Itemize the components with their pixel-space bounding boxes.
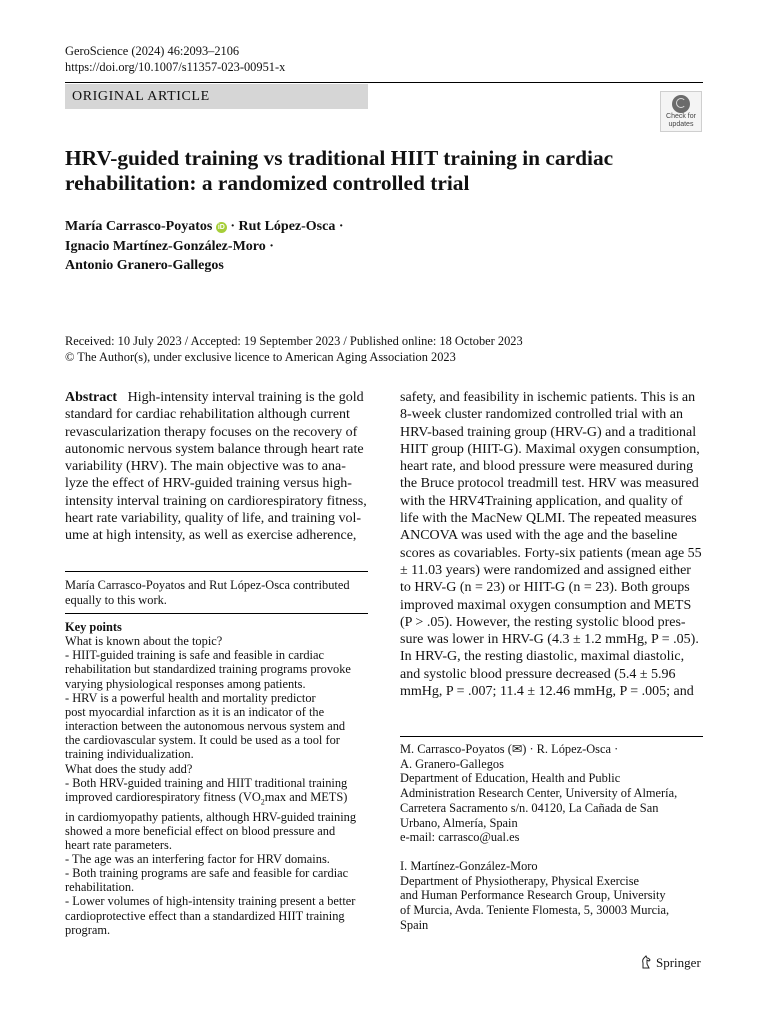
contribution-note: María Carrasco-Poyatos and Rut López-Osca contributed equally to this work. xyxy=(65,578,350,608)
abstract-line: mmHg, P = .007; 11.4 ± 12.46 mmHg, P = .005; and xyxy=(400,684,694,700)
abstract-line: heart rate, and blood pressure were measured during xyxy=(400,459,694,475)
copyright-line: © The Author(s), under exclusive licence to American Aging Association 2023 xyxy=(65,349,456,364)
abstract-line: with the HRV4Training application, and quality of xyxy=(400,493,683,509)
dates-line: Received: 10 July 2023 / Accepted: 19 September 2023 / Published online: 18 October 2023 xyxy=(65,334,523,348)
key-point-line: rehabilitation but standardized training programs provoke xyxy=(65,662,351,677)
article-title xyxy=(65,146,685,196)
author-name[interactable]: · Rut López-Osca · xyxy=(230,219,344,234)
publisher-footer xyxy=(640,955,701,971)
abstract-line: to HRV-G (n = 23) or HIIT-G (n = 23). Both groups xyxy=(400,580,690,596)
key-point-line: training individualization. xyxy=(65,747,194,762)
doi-link[interactable]: https://doi.org/10.1007/s11357-023-00951-x xyxy=(65,59,286,74)
key-points-box xyxy=(65,620,368,937)
header-rule xyxy=(65,82,703,83)
abstract-line: scores as covariables. Forty-six patients (mean age 55 xyxy=(400,545,702,561)
email-link[interactable]: e-mail: carrasco@ual.es xyxy=(400,830,520,845)
abstract-line: improved maximal oxygen consumption and METS xyxy=(400,597,692,613)
affil-line: Spain xyxy=(400,917,429,932)
key-point-line: post myocardial infarction as it is an indicator of the xyxy=(65,704,325,719)
author-name[interactable]: Ignacio Martínez-González-Moro · xyxy=(65,238,274,254)
key-point-line: What is known about the topic? xyxy=(65,634,223,649)
key-point-line: - HIIT-guided training is safe and feasible in cardiac xyxy=(65,648,324,663)
key-point-line: - Both training programs are safe and feasible for cardiac xyxy=(65,866,349,881)
orcid-icon[interactable]: iD xyxy=(217,224,225,231)
article-type-banner: ORIGINAL ARTICLE xyxy=(65,84,368,109)
abstract-line: variability (HRV). The main objective was to ana- xyxy=(65,459,346,475)
abstract-line: HIIT group (HIIT-G). Maximal oxygen consumption, xyxy=(400,441,700,457)
abstract-line: and systolic blood pressure decreased (5.4 ± 5.96 xyxy=(400,666,676,682)
journal-header xyxy=(65,44,285,75)
abstract-line: the Bruce protocol treadmill test. HRV was measured xyxy=(400,476,699,492)
key-point-line: heart rate parameters. xyxy=(65,837,172,852)
affil-line: of Murcia, Avda. Teniente Flomesta, 5, 30003 Murcia, xyxy=(400,903,670,918)
affil-line: M. Carrasco-Poyatos (✉) · R. López-Osca · xyxy=(400,742,619,756)
key-point-line: - Lower volumes of high-intensity training present a better xyxy=(65,894,356,909)
key-point-line: program. xyxy=(65,922,111,937)
title-line: HRV-guided training vs traditional HIIT training in cardiac xyxy=(65,146,614,170)
abstract-line: heart rate variability, quality of life, and training vol- xyxy=(65,511,362,527)
abstract-line: intensity interval training on cardiorespiratory fitness, xyxy=(65,493,367,509)
key-point-line: improved cardiorespiratory fitness ($VO_2\max$ and METS) xyxy=(65,789,348,807)
abstract-line: (P > .05). However, the resting systolic blood pres- xyxy=(400,614,686,630)
abstract-left-column xyxy=(65,389,368,545)
abstract-line: autonomic nervous system balance through heart rate xyxy=(65,441,364,457)
affil-line: Carretera Sacramento s/n. 04120, La Cañada de San xyxy=(400,800,659,815)
check-updates-icon xyxy=(672,95,690,113)
author-name[interactable]: Antonio Granero-Gallegos xyxy=(65,258,224,273)
key-point-line: rehabilitation. xyxy=(65,880,135,895)
abstract-line: HRV-based training group (HRV-G) and a traditional xyxy=(400,424,697,440)
abstract-right-column xyxy=(400,389,703,700)
affil-line: and Human Performance Research Group, University xyxy=(400,888,666,903)
abstract-line: ANCOVA was used with the age and the baseline xyxy=(400,528,678,544)
abstract-line: In HRV-G, the resting diastolic, maximal diastolic, xyxy=(400,649,685,665)
check-updates-line1: Check for xyxy=(666,113,696,120)
abstract-line: sure was lower in HRV-G (4.3 ± 1.2 mmHg, P = .05). xyxy=(400,632,699,648)
affiliation-rule xyxy=(400,736,703,737)
key-points-title: Key points xyxy=(65,620,122,634)
abstract-line: ume at high intensity, as well as exercise adherence, xyxy=(65,528,357,544)
abstract-line: standard for cardiac rehabilitation although current xyxy=(65,407,350,423)
author-list xyxy=(65,217,565,276)
key-point-line: interaction between the autonomous nervous system and xyxy=(65,719,346,734)
check-updates-line2: updates xyxy=(668,120,694,128)
key-point-line: showed a more beneficial effect on blood pressure and xyxy=(65,823,336,838)
key-point-line: - Both HRV-guided training and HIIT traditional training xyxy=(65,775,348,790)
check-for-updates-badge[interactable] xyxy=(660,91,702,132)
abstract-line: ± 11.03 years) were randomized and assigned either xyxy=(400,562,691,578)
key-point-line: - HRV is a powerful health and mortality predictor xyxy=(65,690,316,705)
springer-horse-icon xyxy=(640,955,652,969)
abstract-line: Abstract High-intensity interval training is the gold xyxy=(65,390,364,405)
key-point-line: What does the study add? xyxy=(65,761,193,776)
journal-citation: GeroScience (2024) 46:2093–2106 xyxy=(65,44,240,58)
affil-line: Department of Physiotherapy, Physical Exercise xyxy=(400,873,640,888)
keypoints-rule xyxy=(65,613,368,614)
key-point-line: varying physiological responses among patients. xyxy=(65,676,306,691)
abstract-line: life with the MacNew QLMI. The repeated measures xyxy=(400,511,697,527)
footnote-rule xyxy=(65,571,368,572)
publication-dates xyxy=(65,334,705,365)
key-point-line: in cardiomyopathy patients, although HRV-guided training xyxy=(65,809,357,824)
key-point-line: - The age was an interfering factor for HRV domains. xyxy=(65,851,330,866)
affiliations xyxy=(400,742,703,932)
affil-line: Department of Education, Health and Public xyxy=(400,771,621,786)
abstract-line: safety, and feasibility in ischemic patients. This is an xyxy=(400,390,696,405)
abstract-heading: Abstract xyxy=(65,390,118,405)
publisher-name: Springer xyxy=(656,955,701,970)
abstract-line: revascularization therapy focuses on the recovery of xyxy=(65,424,358,440)
affil-line: Administration Research Center, University of Almería, xyxy=(400,786,678,801)
abstract-line: lyze the effect of HRV-guided training versus high- xyxy=(65,476,352,492)
affil-line: I. Martínez-González-Moro xyxy=(400,858,538,873)
key-point-line: the cardiovascular system. It could be used as a tool for xyxy=(65,733,340,748)
abstract-line: 8-week cluster randomized controlled trial with an xyxy=(400,407,684,423)
author-name[interactable]: María Carrasco-Poyatos xyxy=(65,219,213,234)
affil-line: A. Granero-Gallegos xyxy=(400,756,504,771)
title-line: rehabilitation: a randomized controlled trial xyxy=(65,171,470,195)
affil-line: Urbano, Almería, Spain xyxy=(400,815,518,830)
key-point-line: cardioprotective effect than a standardized HIIT training xyxy=(65,908,345,923)
